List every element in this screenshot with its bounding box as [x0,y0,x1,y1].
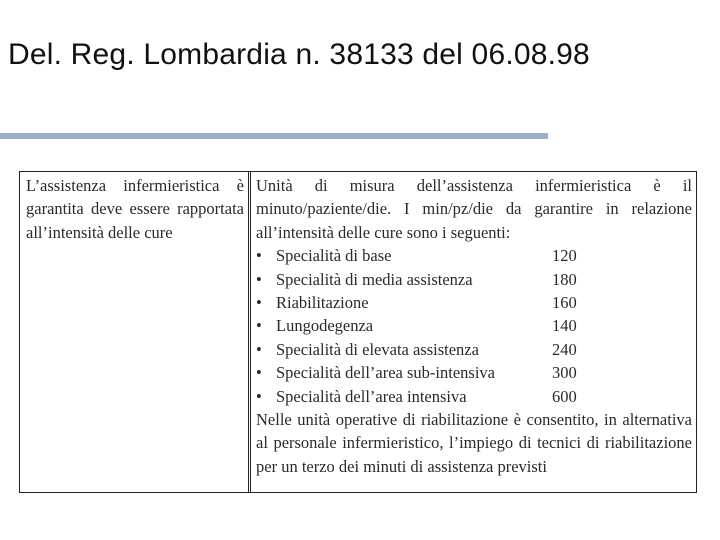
specialty-minutes: 300 [552,363,577,383]
specialty-minutes: 240 [552,339,577,359]
specialty-name: Specialità di base [276,246,392,266]
bullet-icon: • [256,339,262,359]
specialty-name: Lungodegenza [276,316,374,336]
intro-paragraph: Unità di misura dell’assistenza infermieristica è il minuto/paziente/die. I min/pz/die da garantire in relazione all’intensità delle cure sono i seguenti: [256,176,692,242]
specialty-name: Specialità di media assistenza [276,269,473,289]
table-left-cell: L’assistenza infermieristica è garantita deve essere rapportata all’intensità delle cure [20,172,251,492]
specialty-minutes: 160 [552,293,577,313]
specialty-list [256,244,692,408]
table-right-cell [251,172,696,492]
footer-paragraph: Nelle unità operative di riabilitazione è consentito, in alternativa al personale infermieristico, l’impiego di tecnici di riabilitazione per un terzo dei minuti di assistenza previsti [256,410,692,476]
specialty-name: Specialità dell’area intensiva [276,386,467,406]
list-item [256,291,692,314]
document-table [19,171,697,493]
list-item [256,361,692,384]
specialty-minutes: 600 [552,386,577,406]
list-item [256,385,692,408]
specialty-minutes: 140 [552,316,577,336]
bullet-icon: • [256,363,262,383]
bullet-icon: • [256,246,262,266]
list-item [256,338,692,361]
specialty-minutes: 120 [552,246,577,266]
specialty-minutes: 180 [552,269,577,289]
specialty-name: Specialità di elevata assistenza [276,339,479,359]
list-item [256,314,692,337]
bullet-icon: • [256,316,262,336]
specialty-name: Riabilitazione [276,293,369,313]
bullet-icon: • [256,386,262,406]
list-item [256,268,692,291]
bullet-icon: • [256,269,262,289]
specialty-name: Specialità dell’area sub-intensiva [276,363,495,383]
slide-title: Del. Reg. Lombardia n. 38133 del 06.08.98 [8,38,590,71]
list-item [256,244,692,267]
bullet-icon: • [256,293,262,313]
title-underline-bar [0,133,548,139]
